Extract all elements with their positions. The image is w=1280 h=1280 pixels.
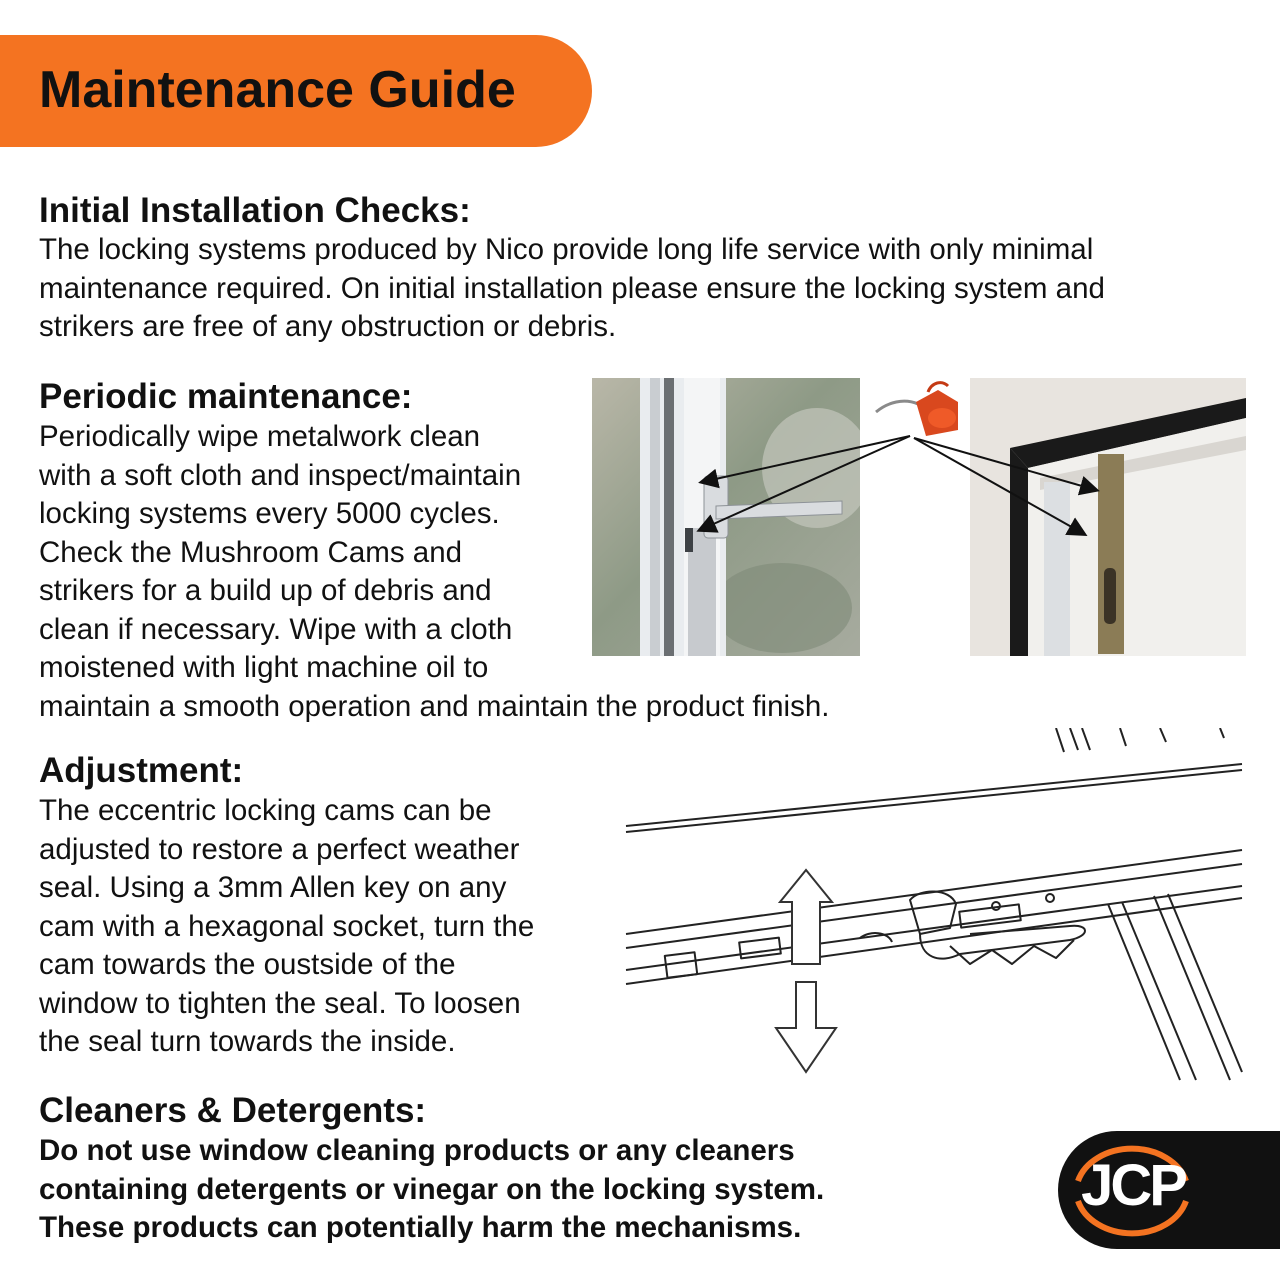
section-heading-adjustment: Adjustment: — [39, 751, 244, 790]
text-line: adjusted to restore a perfect weather — [39, 832, 520, 866]
section-text-cleaners — [39, 1132, 824, 1248]
text-line: with a soft cloth and inspect/maintain — [39, 458, 522, 492]
text-line: The eccentric locking cams can be — [39, 794, 492, 827]
text-line: These products can potentially harm the mechanisms. — [39, 1211, 802, 1244]
text-line: The locking systems produced by Nico provide long life service with only minimal — [39, 233, 1094, 266]
text-line: containing detergents or vinegar on the locking system. — [39, 1172, 825, 1206]
text-line: strikers are free of any obstruction or debris. — [39, 310, 617, 343]
text-line: Periodically wipe metalwork clean — [39, 420, 481, 453]
text-line: strikers for a build up of debris and — [39, 574, 492, 607]
window-mechanism-diagram — [620, 728, 1246, 1084]
text-line: maintenance required. On initial installation please ensure the locking system and — [39, 271, 1105, 305]
text-line: cam with a hexagonal socket, turn the — [39, 909, 535, 943]
text-line: seal. Using a 3mm Allen key on any — [39, 871, 507, 904]
page-title: Maintenance Guide — [39, 61, 516, 119]
section-heading-cleaners: Cleaners & Detergents: — [39, 1091, 427, 1130]
text-line: the seal turn towards the inside. — [39, 1025, 456, 1058]
section-text-adjustment — [39, 792, 534, 1062]
logo-text: JCP — [1081, 1153, 1185, 1218]
text-line: Do not use window cleaning products or any cleaners — [39, 1134, 795, 1167]
text-line: maintain a smooth operation and maintain the product finish. — [39, 689, 830, 723]
text-line: cam towards the oustside of the — [39, 948, 456, 981]
section-heading-periodic: Periodic maintenance: — [39, 377, 413, 416]
text-line: Check the Mushroom Cams and — [39, 535, 463, 569]
section-heading-installation: Initial Installation Checks: — [39, 191, 471, 230]
text-line: clean if necessary. Wipe with a cloth — [39, 612, 513, 646]
text-line: locking systems every 5000 cycles. — [39, 497, 500, 530]
text-line: moistened with light machine oil to — [39, 651, 489, 684]
section-text-installation — [39, 231, 1105, 347]
lubrication-arrows — [592, 372, 1246, 656]
text-line: window to tighten the seal. To loosen — [39, 986, 521, 1020]
